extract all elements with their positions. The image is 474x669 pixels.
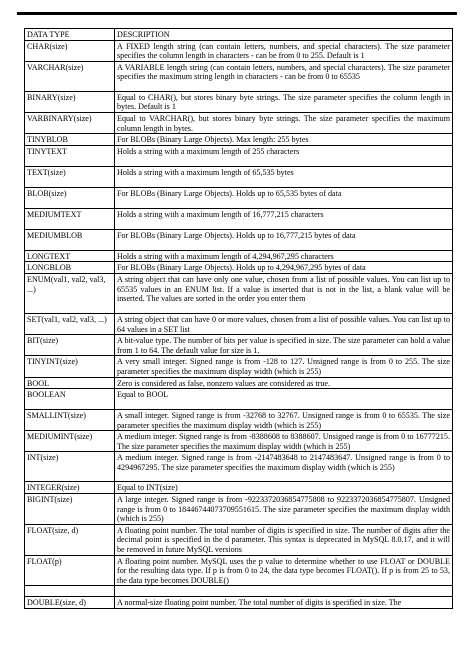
description-cell: A floating point number. The total number of digits is specified in size. The number of digits after the decimal point is specified in the d parameter. This syntax is deprecated in MySQL 8.0.17, and it will be removed in future MySQL versions [115,524,453,555]
description-cell: For BLOBs (Binary Large Objects). Max length: 255 bytes [115,134,453,146]
table-row-empty [25,586,453,597]
table-row [25,452,453,482]
table-row [25,356,453,377]
description-cell: Equal to BOOL [115,389,453,410]
description-cell: Holds a string with a maximum length of 255 characters [115,145,453,166]
table-row [25,208,453,229]
description-cell: Holds a string with a maximum length of 65,535 bytes [115,166,453,187]
description-cell: A FIXED length string (can contain letters, numbers, and special characters). The size parameter specifies the column length in characters - can be from 0 to 255. Default is 1 [115,40,453,61]
type-cell: BIT(size) [25,335,115,356]
type-cell: TINYINT(size) [25,356,115,377]
type-cell: MEDIUMINT(size) [25,431,115,452]
description-cell: A normal-size floating point number. The total number of digits is specified in size. The [115,597,453,609]
type-cell: INTEGER(size) [25,482,115,494]
table-row [25,166,453,187]
type-cell: TEXT(size) [25,166,115,187]
description-cell: Holds a string with a maximum length of 4,294,967,295 characters [115,250,453,262]
description-cell: A small integer. Signed range is from -32768 to 32767. Unsigned range is from 0 to 65535. The size parameter specifies the maximum display width (which is 255) [115,410,453,431]
header-description: DESCRIPTION [115,29,453,41]
top-rule [17,12,457,15]
type-cell: TINYBLOB [25,134,115,146]
table-row [25,229,453,250]
description-cell: A floating point number. MySQL uses the p value to determine whether to use FLOAT or DOUBLE for the resulting data type. If p is from 0 to 24, the data type becomes FLOAT(). If p is from 25 to 53, the data type becomes DOUBLE() [115,555,453,586]
data-types-table [24,28,453,609]
type-cell: CHAR(size) [25,40,115,61]
table-row [25,389,453,410]
type-cell: TINYTEXT [25,145,115,166]
type-cell: VARBINARY(size) [25,112,115,133]
type-cell: MEDIUMTEXT [25,208,115,229]
description-cell: For BLOBs (Binary Large Objects). Holds up to 4,294,967,295 bytes of data [115,262,453,274]
description-cell: A medium integer. Signed range is from -8388608 to 8388607. Unsigned range is from 0 to 16777215. The size parameter specifies the maximum display width (which is 255) [115,431,453,452]
description-cell: Equal to CHAR(), but stores binary byte strings. The size parameter specifies the column length in bytes. Default is 1 [115,91,453,112]
type-cell: MEDIUMBLOB [25,229,115,250]
description-cell: A VARIABLE length string (can contain letters, numbers, and special characters). The size parameter specifies the maximum string length in characters - can be from 0 to 65535 [115,61,453,91]
description-cell: Equal to VARCHAR(), but stores binary byte strings. The size parameter specifies the maximum column length in bytes. [115,112,453,133]
table-row [25,61,453,91]
table-row [25,482,453,494]
table-row [25,410,453,431]
description-cell: A large integer. Signed range is from -9223372036854775808 to 9223372036854775807. Unsigned range is from 0 to 18446744073709551615. The size parameter specifies the maximum display width (which is 255) [115,494,453,525]
table-row [25,145,453,166]
table-row [25,91,453,112]
table-row [25,262,453,274]
type-cell: FLOAT(size, d) [25,524,115,555]
type-cell: SET(val1, val2, val3, ...) [25,313,115,334]
description-cell: Equal to INT(size) [115,482,453,494]
type-cell: LONGTEXT [25,250,115,262]
description-cell: A string object that can have 0 or more values, chosen from a list of possible values. You can list up to 64 values in a SET list [115,313,453,334]
type-cell: LONGBLOB [25,262,115,274]
type-cell: DOUBLE(size, d) [25,597,115,609]
header-data-type: DATA TYPE [25,29,115,41]
description-cell: A medium integer. Signed range is from -2147483648 to 2147483647. Unsigned range is from 0 to 4294967295. The size parameter specifies the maximum display width (which is 255) [115,452,453,482]
table-header-row [25,29,453,41]
type-cell [25,586,115,597]
table-row [25,335,453,356]
description-cell: Holds a string with a maximum length of 16,777,215 characters [115,208,453,229]
table-row [25,377,453,389]
table-row [25,40,453,61]
description-cell: For BLOBs (Binary Large Objects). Holds up to 16,777,215 bytes of data [115,229,453,250]
type-cell: BIGINT(size) [25,494,115,525]
table-row [25,555,453,586]
type-cell: VARCHAR(size) [25,61,115,91]
description-cell [115,586,453,597]
description-cell: For BLOBs (Binary Large Objects). Holds up to 65,535 bytes of data [115,187,453,208]
table-row [25,494,453,525]
table-row [25,313,453,334]
type-cell: INT(size) [25,452,115,482]
description-cell: Zero is considered as false, nonzero values are considered as true. [115,377,453,389]
table-row [25,431,453,452]
type-cell: BLOB(size) [25,187,115,208]
table-row [25,112,453,133]
description-cell: A bit-value type. The number of bits per value is specified in size. The size parameter can hold a value from 1 to 64. The default value for size is 1. [115,335,453,356]
type-cell: BINARY(size) [25,91,115,112]
description-cell: A string object that can have only one value, chosen from a list of possible values. You can list up to 65535 values in an ENUM list. If a value is inserted that is not in the list, a blank value will be inserted. The values are sorted in the order you enter them [115,273,453,313]
type-cell: ENUM(val1, val2, val3, ...) [25,273,115,313]
table-row [25,250,453,262]
table-row [25,597,453,609]
table-row [25,134,453,146]
table-row [25,273,453,313]
type-cell: BOOL [25,377,115,389]
type-cell: SMALLINT(size) [25,410,115,431]
table-row [25,524,453,555]
type-cell: BOOLEAN [25,389,115,410]
type-cell: FLOAT(p) [25,555,115,586]
table-row [25,187,453,208]
description-cell: A very small integer. Signed range is from -128 to 127. Unsigned range is from 0 to 255. The size parameter specifies the maximum display width (which is 255) [115,356,453,377]
